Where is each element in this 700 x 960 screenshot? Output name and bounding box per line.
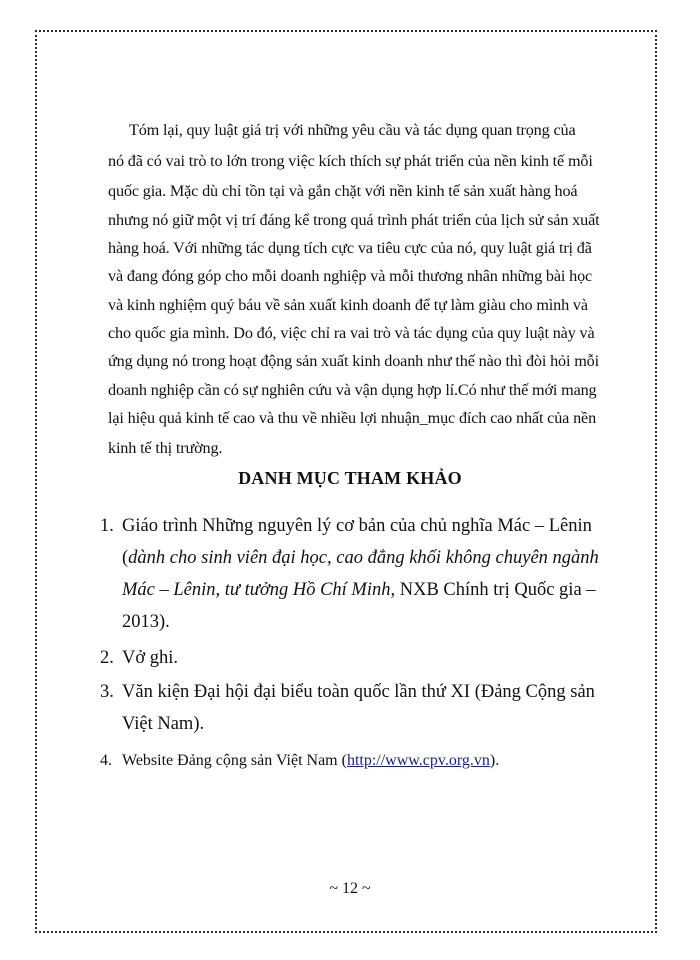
paragraph-line: ứng dụng nó trong hoạt động sản xuất kinh doanh như thế nào thì đòi hỏi mỗi xyxy=(108,352,599,370)
paragraph-line: Tóm lại, quy luật giá trị với những yêu cầu và tác dụng quan trọng của xyxy=(129,121,576,139)
paragraph-line: kinh tế thị trường. xyxy=(108,439,223,457)
reference-text: 2013). xyxy=(122,612,170,632)
paragraph-line: cho quốc gia mình. Do đó, việc chỉ ra vai trò và tác dụng của quy luật này và xyxy=(108,324,595,342)
reference-number: 2. xyxy=(100,648,114,668)
paragraph-line: và kinh nghiệm quý báu về sản xuất kinh doanh để tự làm giàu cho mình và xyxy=(108,296,588,314)
paragraph-line: doanh nghiệp cần có sự nghiên cứu và vận dụng hợp lí.Có như thế mới mang xyxy=(108,381,597,399)
page-number: ~ 12 ~ xyxy=(329,880,371,897)
paragraph-line: hàng hoá. Với những tác dụng tích cực va tiêu cực của nó, quy luật giá trị đã xyxy=(108,239,592,257)
paragraph-line: lại hiệu quả kinh tế cao và thu về nhiều lợi nhuận_mục đích cao nhất của nền xyxy=(108,409,597,427)
paragraph-line: và đang đóng góp cho mỗi doanh nghiệp và mỗi thương nhân những bài học xyxy=(108,267,593,285)
reference-text: Website Đảng cộng sản Việt Nam (http://www.cpv.org.vn). xyxy=(122,752,500,769)
reference-number: 4. xyxy=(100,752,112,769)
reference-text: Việt Nam). xyxy=(122,714,205,734)
book-subtitle: dành cho sinh viên đại học, cao đẳng khối không chuyên ngành xyxy=(128,548,599,568)
book-subtitle: Mác – Lênin, tư tưởng Hồ Chí Minh, xyxy=(122,580,396,600)
reference-number: 1. xyxy=(100,516,114,536)
reference-text: Giáo trình Những nguyên lý cơ bản của chủ nghĩa Mác – Lênin xyxy=(122,516,592,536)
reference-number: 3. xyxy=(100,682,114,702)
reference-text: Mác – Lênin, tư tưởng Hồ Chí Minh, NXB Chính trị Quốc gia – xyxy=(122,580,596,600)
references-heading: DANH MỤC THAM KHẢO xyxy=(238,468,462,488)
paragraph-line: nó đã có vai trò to lớn trong việc kích thích sự phát triển của nền kinh tế mỗi xyxy=(108,152,593,170)
website-link[interactable]: http://www.cpv.org.vn xyxy=(346,752,490,769)
reference-text: (dành cho sinh viên đại học, cao đẳng khối không chuyên ngành xyxy=(122,548,599,568)
paragraph-line: nhưng nó giữ một vị trí đáng kể trong quá trình phát triển của lịch sử sản xuất xyxy=(108,211,600,229)
paragraph-line: quốc gia. Mặc dù chỉ tồn tại và gắn chặt với nền kinh tế sản xuất hàng hoá xyxy=(108,182,578,200)
reference-text: Văn kiện Đại hội đại biểu toàn quốc lần thứ XI (Đảng Cộng sản xyxy=(122,682,595,702)
reference-text: Vở ghi. xyxy=(122,648,179,668)
